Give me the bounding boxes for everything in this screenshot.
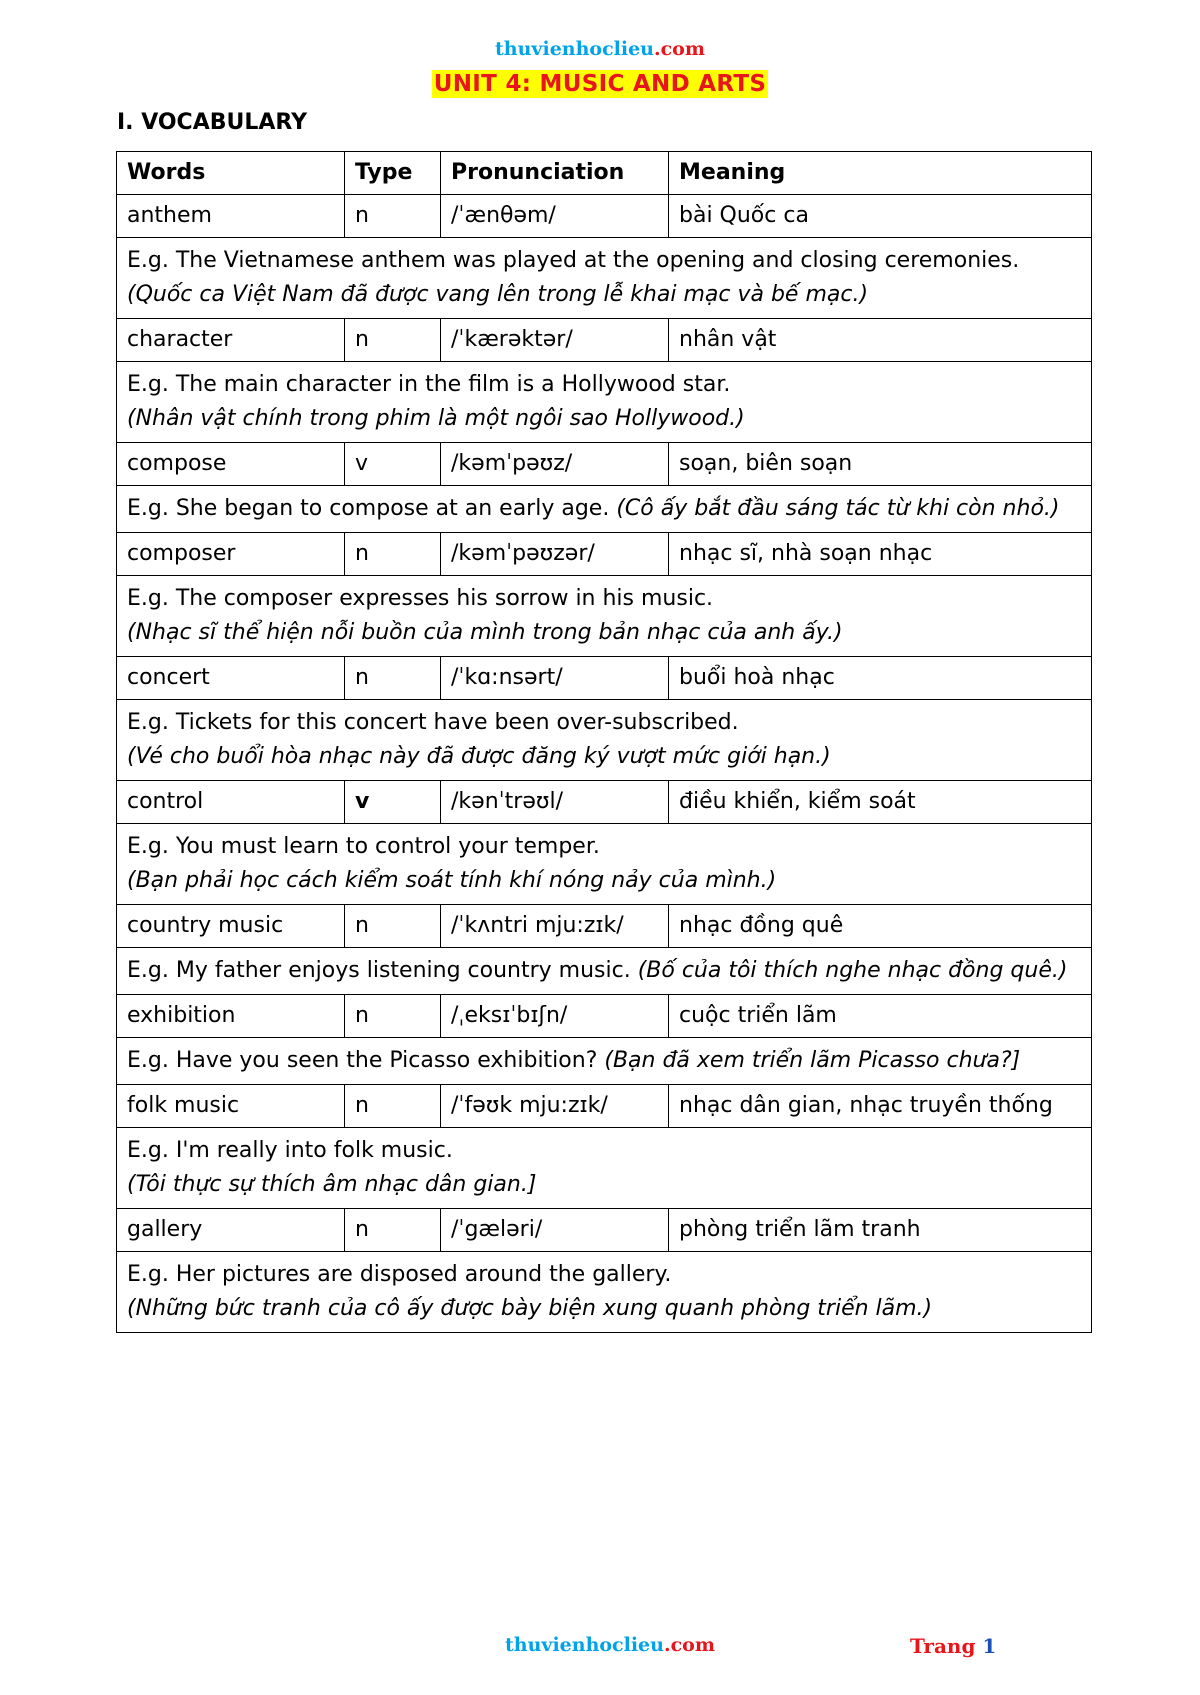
example-english: E.g. The main character in the film is a Hollywood star. [127,372,731,397]
page-number-value: 1 [982,1634,997,1658]
example-english: E.g. Her pictures are disposed around the gallery. [127,1262,672,1287]
example-cell [117,238,1092,319]
example-cell [117,700,1092,781]
page-number [910,1634,996,1658]
example-cell [117,1038,1092,1085]
example-english: E.g. The Vietnamese anthem was played at the opening and closing ceremonies. [127,248,1020,273]
word-cell: compose [117,443,345,486]
word-row [117,905,1092,948]
word-cell: exhibition [117,995,345,1038]
meaning-cell: nhạc đồng quê [669,905,1092,948]
example-vietnamese: (Quốc ca Việt Nam đã được vang lên trong lễ khai mạc và bế mạc.) [127,282,869,307]
site-tld: .com [654,38,705,60]
example-row [117,238,1092,319]
meaning-cell: nhạc dân gian, nhạc truyền thống [669,1085,1092,1128]
type-cell: n [345,319,441,362]
meaning-cell: điều khiển, kiểm soát [669,781,1092,824]
example-cell [117,1252,1092,1333]
type-cell: n [345,995,441,1038]
word-row [117,195,1092,238]
word-row [117,1209,1092,1252]
meaning-cell: cuộc triển lãm [669,995,1092,1038]
column-header-type: Type [345,152,441,195]
column-header-words: Words [117,152,345,195]
type-cell: n [345,905,441,948]
example-vietnamese: (Vé cho buổi hòa nhạc này đã được đăng ký vượt mức giới hạn.) [127,744,831,769]
word-cell: concert [117,657,345,700]
site-footer-link [505,1634,715,1656]
type-cell: v [345,781,441,824]
word-cell: composer [117,533,345,576]
pronunciation-cell: /kəmˈpəʊz/ [441,443,669,486]
pronunciation-cell: /ˈkærəktər/ [441,319,669,362]
footer-site-tld: .com [663,1634,715,1656]
vocabulary-table [116,151,1092,1333]
word-row [117,1085,1092,1128]
example-cell [117,486,1092,533]
example-english: E.g. Tickets for this concert have been over-subscribed. [127,710,739,735]
example-row [117,948,1092,995]
word-cell: control [117,781,345,824]
meaning-cell: bài Quốc ca [669,195,1092,238]
example-vietnamese: (Bố của tôi thích nghe nhạc đồng quê.) [637,958,1068,983]
example-vietnamese: (Cô ấy bắt đầu sáng tác từ khi còn nhỏ.) [616,496,1060,521]
example-english: E.g. The composer expresses his sorrow in his music. [127,586,714,611]
example-vietnamese: (Nhạc sĩ thể hiện nỗi buồn của mình trong bản nhạc của anh ấy.) [127,620,843,645]
example-row [117,1038,1092,1085]
pronunciation-cell: /ˈkɑ:nsərt/ [441,657,669,700]
example-cell [117,948,1092,995]
title-wrap [0,70,1200,98]
example-cell [117,362,1092,443]
word-cell: character [117,319,345,362]
pronunciation-cell: /ˈkʌntri mju:zɪk/ [441,905,669,948]
word-row [117,319,1092,362]
word-row [117,533,1092,576]
pronunciation-cell: /kəmˈpəʊzər/ [441,533,669,576]
meaning-cell: nhân vật [669,319,1092,362]
example-vietnamese: (Bạn phải học cách kiểm soát tính khí nóng nảy của mình.) [127,868,777,893]
footer-site-name: thuvienhoclieu [505,1634,664,1656]
example-cell [117,1128,1092,1209]
example-english: E.g. She began to compose at an early age. [127,496,610,521]
example-vietnamese: (Nhân vật chính trong phim là một ngôi sao Hollywood.) [127,406,745,431]
meaning-cell: nhạc sĩ, nhà soạn nhạc [669,533,1092,576]
word-cell: anthem [117,195,345,238]
example-english: E.g. Have you seen the Picasso exhibition? [127,1048,598,1073]
type-cell: n [345,1085,441,1128]
example-english: E.g. You must learn to control your temper. [127,834,600,859]
word-row [117,781,1092,824]
section-heading: I. VOCABULARY [117,110,308,135]
example-vietnamese: (Tôi thực sự thích âm nhạc dân gian.] [127,1172,537,1197]
example-row [117,1128,1092,1209]
column-header-pronunciation: Pronunciation [441,152,669,195]
pronunciation-cell: /ˈfəʊk mju:zɪk/ [441,1085,669,1128]
example-row [117,486,1092,533]
type-cell: n [345,533,441,576]
pronunciation-cell: /ˌeksɪˈbɪʃn/ [441,995,669,1038]
example-cell [117,576,1092,657]
pronunciation-cell: /ˈgæləri/ [441,1209,669,1252]
column-header-meaning: Meaning [669,152,1092,195]
example-vietnamese: (Bạn đã xem triển lãm Picasso chưa?] [604,1048,1021,1073]
type-cell: v [345,443,441,486]
word-row [117,657,1092,700]
example-vietnamese: (Những bức tranh của cô ấy được bày biện xung quanh phòng triển lãm.) [127,1296,933,1321]
word-cell: gallery [117,1209,345,1252]
type-cell: n [345,195,441,238]
example-row [117,362,1092,443]
word-row [117,443,1092,486]
example-cell [117,824,1092,905]
site-name: thuvienhoclieu [495,38,654,60]
page-title: UNIT 4: MUSIC AND ARTS [433,71,767,97]
table-header-row [117,152,1092,195]
example-row [117,700,1092,781]
meaning-cell: buổi hoà nhạc [669,657,1092,700]
word-cell: country music [117,905,345,948]
pronunciation-cell: /ˈænθəm/ [441,195,669,238]
meaning-cell: phòng triển lãm tranh [669,1209,1092,1252]
example-row [117,1252,1092,1333]
site-header-link [0,38,1200,60]
word-row [117,995,1092,1038]
word-cell: folk music [117,1085,345,1128]
type-cell: n [345,1209,441,1252]
pronunciation-cell: /kənˈtrəʊl/ [441,781,669,824]
example-english: E.g. My father enjoys listening country music. [127,958,631,983]
meaning-cell: soạn, biên soạn [669,443,1092,486]
example-english: E.g. I'm really into folk music. [127,1138,453,1163]
page-label: Trang [910,1634,976,1658]
example-row [117,824,1092,905]
example-row [117,576,1092,657]
type-cell: n [345,657,441,700]
